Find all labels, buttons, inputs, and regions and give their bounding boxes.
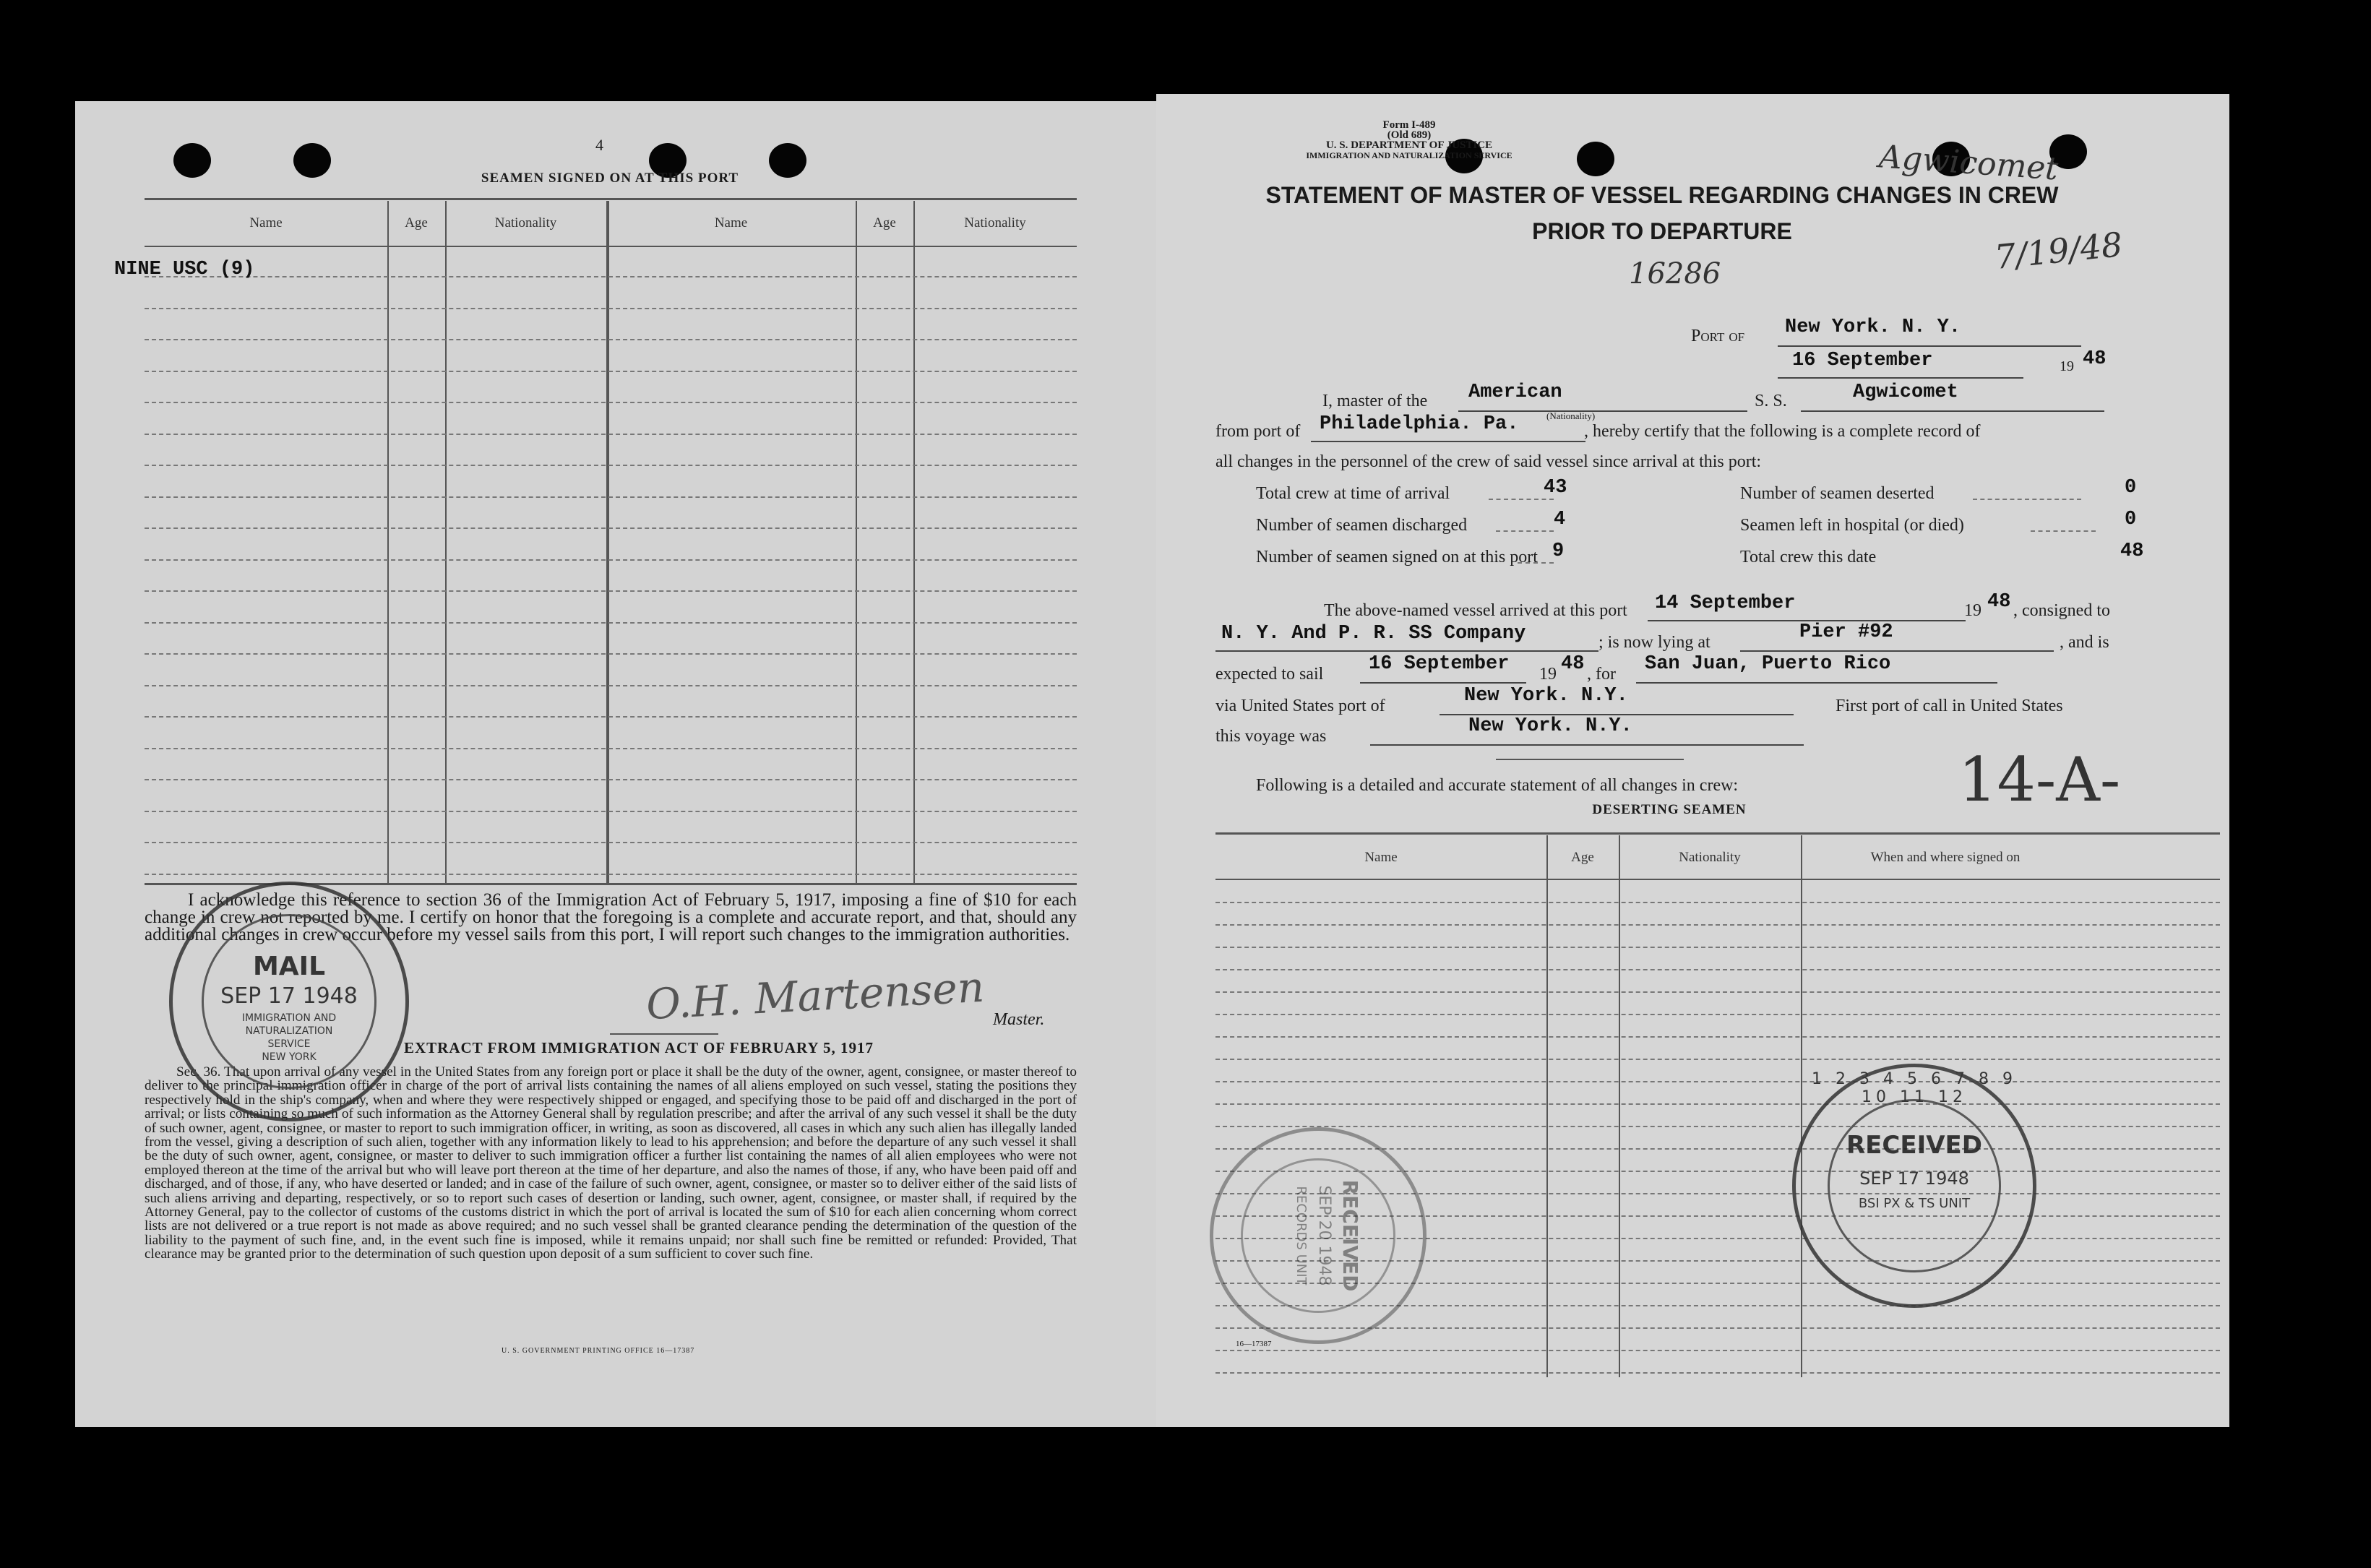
table-row (145, 685, 1077, 686)
consignee: N. Y. And P. R. SS Company (1221, 623, 1526, 645)
table-row: NINE USC (9) (114, 259, 255, 280)
stat-label: Number of seamen deserted (1740, 484, 1935, 503)
table-row (1215, 1126, 2220, 1127)
column-divider (445, 201, 447, 883)
table-row (1215, 902, 2220, 903)
stamp-date: SEP 17 1948 (220, 983, 358, 1009)
table-row (145, 748, 1077, 749)
printer-line: U. S. GOVERNMENT PRINTING OFFICE 16—17387 (502, 1347, 695, 1355)
master-signature: O.H. Martensen (645, 962, 986, 1030)
department: U. S. DEPARTMENT OF JUSTICE (1325, 139, 1493, 151)
table-row (1215, 969, 2220, 970)
arrived-label: The above-named vessel arrived at this port (1324, 601, 1627, 620)
column-header-name: Name (249, 215, 283, 231)
handwritten-date: 7/19/48 (1992, 224, 2125, 277)
stat-value: 48 (2120, 540, 2144, 562)
stamp-numbers: 1 2 3 4 5 6 7 8 9 10 11 12 (1812, 1070, 2017, 1106)
stamp-line: IMMIGRATION AND (241, 1012, 337, 1024)
stat-value: 0 (2125, 477, 2137, 499)
table-row (1215, 1014, 2220, 1015)
mail-stamp (169, 882, 409, 1121)
certify-text: , hereby certify that the following is a complete record of (1584, 422, 1981, 441)
stamp-line: NATURALIZATION (245, 1025, 333, 1037)
leader-dots (1489, 499, 1554, 500)
nationality-value: American (1468, 382, 1562, 403)
form-number: Form I-489 (1382, 119, 1436, 131)
sail-date: 16 September (1369, 653, 1510, 675)
pier-line (1740, 623, 2054, 652)
table-row (1215, 924, 2220, 926)
handwritten-code: 14-A- (1958, 744, 2121, 815)
table-row (145, 653, 1077, 655)
table-row (1215, 1059, 2220, 1060)
via-label: via United States port of (1215, 697, 1385, 715)
table-row (145, 842, 1077, 843)
first-call-label: First port of call in United States (1836, 697, 2063, 715)
stamp-date: SEP 20 1948 (1315, 1185, 1333, 1286)
table-header-rule (145, 246, 1077, 247)
table-row (1215, 1350, 2220, 1351)
table-row (145, 590, 1077, 592)
stat-label: Total crew at time of arrival (1256, 484, 1450, 503)
nationality-caption: (Nationality) (1546, 410, 1596, 421)
column-divider (913, 201, 915, 883)
stamp-received-text: RECEIVED (1338, 1179, 1362, 1292)
sail-year: 48 (1561, 653, 1585, 675)
section-title: SEAMEN SIGNED ON AT THIS PORT (481, 171, 739, 186)
date-value: 16 September (1792, 350, 1933, 371)
extract-title: EXTRACT FROM IMMIGRATION ACT OF FEBRUARY 5, 1917 (403, 1039, 874, 1056)
following-text: Following is a detailed and accurate statement of all changes in crew: (1256, 776, 1739, 795)
handwritten-file-number: 16286 (1629, 257, 1721, 290)
table-top-rule (1215, 832, 2220, 835)
table-row (145, 434, 1077, 435)
column-header-age: Age (873, 215, 896, 231)
column-divider (606, 201, 609, 883)
acknowledgement-text: I acknowledge this reference to section 36 of the Immigration Act of February 5, 1917, imposing a fine of $10 for each change in crew not reported by me. I certify on honor that the foregoing is a complete and accurate report, and that, should any additional changes in crew occur before my vessel sails from this port, I will report such changes to the immigration authorities. (145, 890, 1077, 944)
column-divider (1619, 835, 1620, 1377)
received-stamp (1792, 1064, 2036, 1308)
signature-line (610, 1033, 718, 1035)
extract-text: Sec. 36. That upon arrival of any vessel in the United States from any foreign port or place it shall be the duty of the owner, agent, consignee, or master thereof to deliver to the principal immigration officer in charge of the port of arrival lists containing the names of all aliens employed on such vessel, stating the positions they respectively hold in the ship's company, when and where they were respectively shipped or engaged, and specifying those to be paid off and discharged in the port of arrival; or lists containing so much of such information as the Attorney General shall by regulation prescribe; and after the arrival of any such vessel it shall be the duty of such owner, agent, consignee, or master to report to such immigration officer, in writing, as soon as discovered, all cases in which any such alien has illegally landed from the vessel, giving a description of such alien, together with any information likely to lead to his apprehension; and before the departure of any such vessel it shall be the duty of such owner, agent, consignee, or master to deliver to such immigration officer a further list containing the names of all alien employees who were not employed thereon at the time of the arrival but who will leave port thereon at the time of her departure, and also the names of those, if any, who have been paid off and discharged, and of those, if any, who have deserted or landed; and in case of the failure of such owner, agent, consignee, or master so to deliver either of the said lists of such aliens arriving and departing, respectively, or so to report such cases of desertion or landing, such owner, agent, consignee, or master shall, if required by the Attorney General, pay to the collector of customs of the customs district in which the port of arrival is located the sum of $10 for each alien concerning whom correct lists are not delivered or a true report is not made as above required; and no such vessel shall be granted clearance pending the determination of the question of the liability to the payment of such fine, and, in the event such fine is imposed, while it remains unpaid; nor shall such fine be remitted or refunded: Provided, That clearance may be granted prior to the determination of such question upon deposit of a sum sufficient to cover such fine. (145, 1064, 1077, 1262)
voyage-label: this voyage was (1215, 727, 1327, 746)
leader-dots (1518, 562, 1554, 564)
master-of-label: I, master of the (1322, 392, 1428, 410)
form-title: STATEMENT OF MASTER OF VESSEL REGARDING CHANGES IN CREW (1265, 182, 2059, 208)
stat-label: Number of seamen signed on at this port (1256, 548, 1538, 567)
table-row (145, 779, 1077, 780)
lying-label: ; is now lying at (1598, 633, 1711, 652)
via-port: New York. N.Y. (1464, 685, 1628, 707)
table-row (145, 371, 1077, 372)
table-row (1215, 1036, 2220, 1038)
column-header-name: Name (714, 215, 748, 231)
pier: Pier #92 (1799, 621, 1893, 643)
table-top-rule (145, 198, 1077, 200)
form-old-number: (Old 689) (1387, 129, 1432, 141)
table-row (145, 339, 1077, 340)
column-divider (387, 201, 389, 883)
table-row (1215, 1081, 2220, 1082)
right-page (1156, 94, 2229, 1427)
column-header-age: Age (405, 215, 428, 231)
arrived-date: 14 September (1655, 593, 1796, 614)
column-header-nationality: Nationality (964, 215, 1026, 231)
destination: San Juan, Puerto Rico (1645, 653, 1891, 675)
voyage-port: New York. N.Y. (1468, 715, 1632, 737)
column-divider (1801, 835, 1802, 1377)
table-row (1215, 991, 2220, 993)
stat-label: Seamen left in hospital (or died) (1740, 516, 1964, 535)
stat-label: Total crew this date (1740, 548, 1877, 567)
table-row (145, 874, 1077, 875)
deserting-title: DESERTING SEAMEN (1592, 802, 1747, 817)
table-row (145, 622, 1077, 624)
table-row (145, 402, 1077, 403)
stamp-date: SEP 17 1948 (1859, 1168, 1969, 1189)
port-label: Port of (1691, 327, 1745, 345)
table-row (145, 811, 1077, 812)
leader-dots (1973, 499, 2081, 500)
column-header-nationality: Nationality (1679, 850, 1741, 865)
vessel-name: Agwicomet (1853, 382, 1958, 403)
certify-text-2: all changes in the personnel of the crew of said vessel since arrival at this port: (1215, 452, 1762, 471)
column-header-signed-on: When and where signed on (1870, 850, 2021, 865)
table-row (145, 465, 1077, 466)
consigned-label: , consigned to (2013, 601, 2110, 620)
stat-value: 9 (1552, 540, 1565, 562)
stamp-line: NEW YORK (262, 1051, 317, 1063)
punch-hole (293, 143, 331, 178)
stamp-line: SERVICE (267, 1038, 311, 1050)
ss-label: S. S. (1755, 392, 1787, 410)
master-label: Master. (993, 1010, 1045, 1029)
leader-dots (2031, 530, 2096, 532)
form-id-block (1301, 120, 1518, 160)
column-header-nationality: Nationality (494, 215, 557, 231)
punch-hole (173, 143, 211, 178)
stamp-mail-text: MAIL (252, 952, 326, 981)
stat-value: 43 (1544, 477, 1567, 499)
table-row (145, 559, 1077, 561)
year-prefix: 19 (1964, 601, 1981, 620)
stamp-unit: BSI PX & TS UNIT (1858, 1196, 1971, 1211)
expected-label: expected to sail (1215, 665, 1324, 684)
page-number: 4 (595, 136, 603, 154)
and-is-label: , and is (2060, 633, 2109, 652)
port-value: New York. N. Y. (1785, 316, 1961, 338)
left-page (75, 101, 1159, 1427)
column-header-name: Name (1364, 850, 1398, 865)
table-row (1215, 947, 2220, 948)
table-row (145, 716, 1077, 718)
from-port-value: Philadelphia. Pa. (1320, 413, 1519, 435)
table-row (145, 308, 1077, 309)
column-header-age: Age (1571, 850, 1594, 865)
from-port-label: from port of (1215, 422, 1301, 441)
stat-value: 0 (2125, 509, 2137, 530)
year-value: 48 (2083, 348, 2107, 370)
records-stamp (1210, 1127, 1427, 1344)
divider-rule (1496, 759, 1684, 760)
column-divider (1546, 835, 1548, 1377)
arrived-year: 48 (1987, 591, 2011, 613)
stat-value: 4 (1554, 509, 1566, 530)
stamp-unit: RECORDS UNIT (1294, 1186, 1309, 1285)
handwritten-vessel: Agwicomet (1877, 138, 2060, 188)
year-prefix: 19 (1539, 665, 1557, 684)
table-row (145, 276, 1077, 277)
leader-dots (1496, 530, 1554, 532)
table-row (145, 496, 1077, 498)
punch-hole (769, 143, 806, 178)
punch-hole (1577, 142, 1614, 176)
service: IMMIGRATION AND NATURALIZATION SERVICE (1306, 150, 1512, 160)
column-divider (856, 201, 857, 883)
table-row (145, 527, 1077, 529)
year-prefix: 19 (2060, 358, 2074, 374)
table-row (1215, 1372, 2220, 1374)
table-row (1215, 1103, 2220, 1105)
form-subtitle: PRIOR TO DEPARTURE (1532, 218, 1792, 244)
form-footer: 16—17387 (1236, 1340, 1272, 1348)
table-header-rule (1215, 879, 2220, 880)
stat-label: Number of seamen discharged (1256, 516, 1468, 535)
for-label: , for (1587, 665, 1616, 684)
stamp-received-text: RECEIVED (1846, 1131, 1982, 1160)
